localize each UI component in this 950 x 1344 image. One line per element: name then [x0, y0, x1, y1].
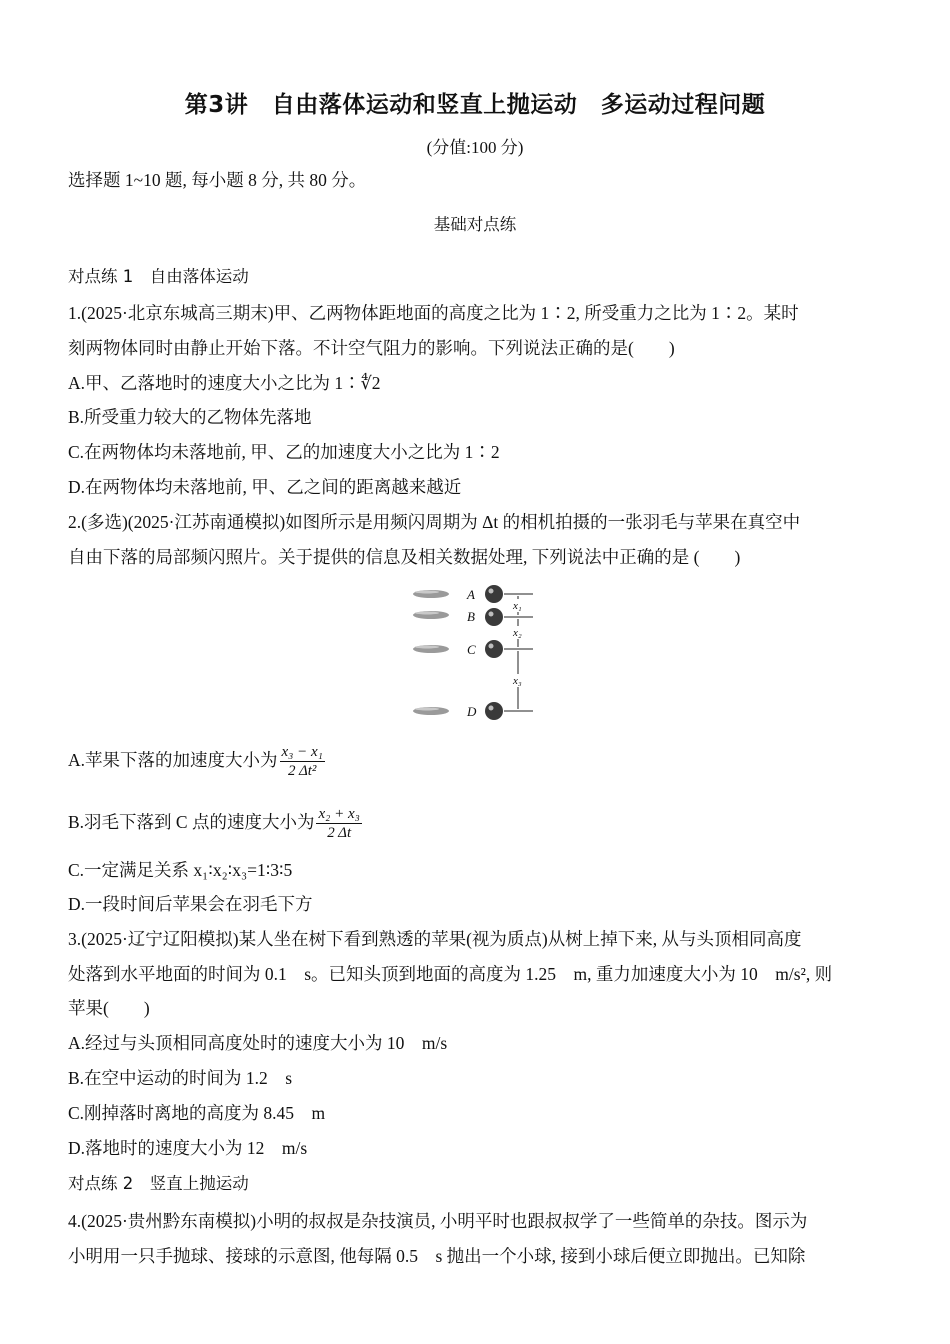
apple-d — [485, 702, 503, 720]
q3-option-d: D.落地时的速度大小为 12 m/s — [68, 1138, 308, 1158]
label-a: A — [467, 587, 475, 602]
q2-option-b — [68, 802, 882, 842]
section-heading: 基础对点练 — [433, 215, 517, 234]
fraction-a-numerator: x₃ − x₁ — [281, 744, 323, 761]
label-c: C — [467, 642, 476, 657]
q2-option-a-text: A.苹果下落的加速度大小为 — [68, 750, 278, 770]
q1-option-c: C.在两物体均未落地前, 甲、乙的加速度大小之比为 1∶2 — [68, 442, 500, 462]
q2-stem-line1: 2.(多选)(2025·江苏南通模拟)如图所示是用频闪周期为 Δt 的相机拍摄的一张羽毛与苹果在真空中 — [68, 512, 801, 532]
q3-option-c: C.刚掉落时离地的高度为 8.45 m — [68, 1103, 326, 1123]
q4-stem-line2: 小明用一只手抛球、接球的示意图, 他每隔 0.5 s 抛出一个小球, 接到小球后便立即抛出。已知除 — [68, 1246, 806, 1266]
q2-option-a — [68, 740, 882, 780]
fraction-b-numerator: x₂ + x₃ — [318, 806, 360, 823]
q2-option-b-text: B.羽毛下落到 C 点的速度大小为 — [68, 812, 315, 832]
apple-a — [485, 585, 503, 603]
q2-option-d: D.一段时间后苹果会在羽毛下方 — [68, 894, 313, 914]
strobe-photo-figure — [405, 580, 545, 725]
score-note: (分值:100 分) — [426, 138, 524, 157]
part-heading-1: 对点练 1 自由落体运动 — [68, 267, 249, 286]
q3-stem-line3: 苹果( ) — [68, 998, 150, 1018]
q3-stem-line1: 3.(2025·辽宁辽阳模拟)某人坐在树下看到熟透的苹果(视为质点)从树上掉下来, 从与头顶相同高度 — [68, 929, 802, 949]
q1-option-b: B.所受重力较大的乙物体先落地 — [68, 407, 312, 427]
q1-stem-line2: 刻两物体同时由静止开始下落。不计空气阻力的影响。下列说法正确的是( ) — [68, 338, 675, 358]
part-heading-2: 对点练 2 竖直上抛运动 — [68, 1174, 249, 1193]
q3-stem-line2: 处落到水平地面的时间为 0.1 s。已知头顶到地面的高度为 1.25 m, 重力加速度大小为 10 m/s², 则 — [68, 964, 833, 984]
label-d: D — [467, 704, 477, 719]
label-x1: x₁ — [513, 600, 522, 612]
q3-option-b: B.在空中运动的时间为 1.2 s — [68, 1068, 293, 1088]
q4-stem-line1: 4.(2025·贵州黔东南模拟)小明的叔叔是杂技演员, 小明平时也跟叔叔学了一些简单的杂技。图示为 — [68, 1211, 808, 1231]
fraction-a-denominator: 2 Δt² — [287, 763, 317, 780]
apple-b — [485, 608, 503, 626]
page-title: 第3讲 自由落体运动和竖直上抛运动 多运动过程问题 — [184, 92, 766, 118]
label-b: B — [467, 609, 475, 624]
fraction-a — [280, 743, 325, 780]
label-x3: x₃ — [513, 675, 522, 687]
q2-stem-line2: 自由下落的局部频闪照片。关于提供的信息及相关数据处理, 下列说法中正确的是 ( ) — [68, 547, 741, 567]
q1-stem-line1: 1.(2025·北京东城高三期末)甲、乙两物体距地面的高度之比为 1∶2, 所受重力之比为 1∶2。某时 — [68, 303, 799, 323]
fraction-b — [316, 805, 361, 842]
instruction: 选择题 1~10 题, 每小题 8 分, 共 80 分。 — [68, 170, 367, 190]
fraction-b-denominator: 2 Δt — [327, 825, 352, 842]
q2-option-c: C.一定满足关系 x₁∶x₂∶x₃=1∶3∶5 — [68, 860, 293, 880]
apple-c — [485, 640, 503, 658]
label-x2: x₂ — [513, 627, 522, 639]
q1-option-a: A.甲、乙落地时的速度大小之比为 1∶∜2 — [68, 373, 381, 393]
q3-option-a: A.经过与头顶相同高度处时的速度大小为 10 m/s — [68, 1033, 448, 1053]
q1-option-d: D.在两物体均未落地前, 甲、乙之间的距离越来越近 — [68, 477, 462, 497]
